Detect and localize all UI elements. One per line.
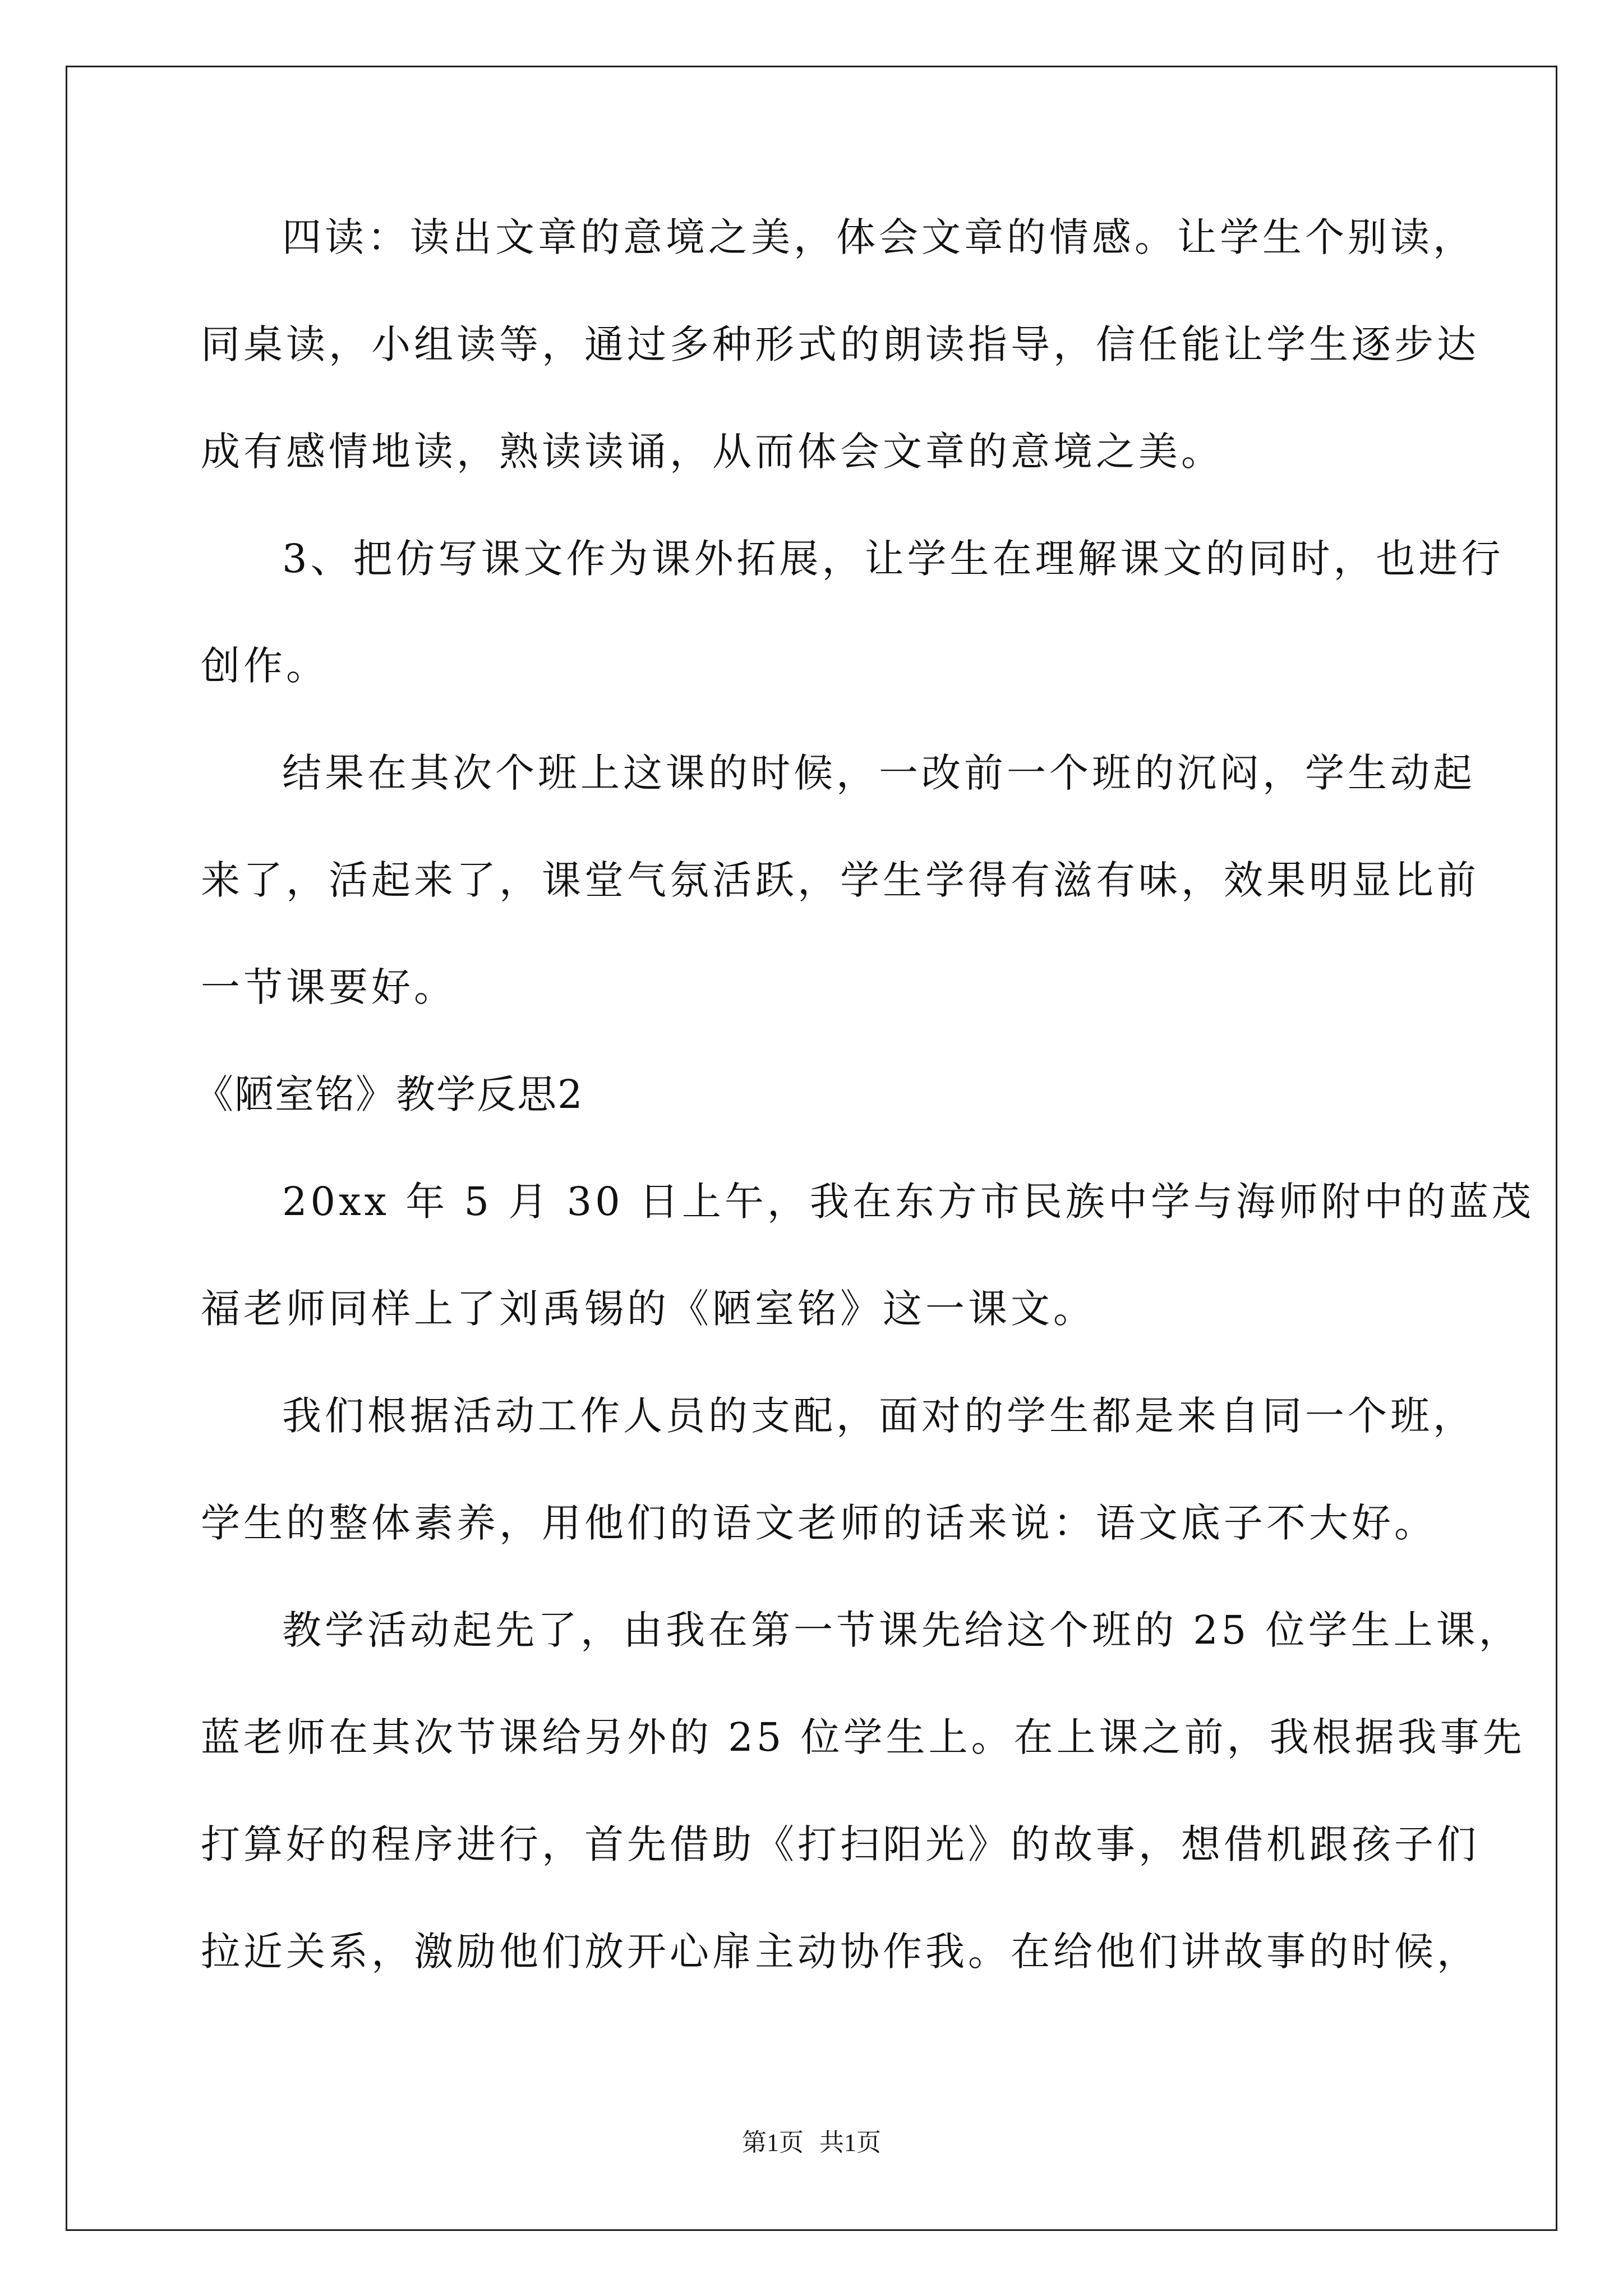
page-total: 共1页 bbox=[819, 2129, 881, 2156]
paragraph-line: 教学活动起先了，由我在第一节课先给这个班的 25 位学生上课， bbox=[282, 1607, 1521, 1653]
paragraph-line: 福老师同样上了刘禹锡的《陋室铭》这一课文。 bbox=[201, 1286, 1096, 1332]
paragraph-line: 学生的整体素养，用他们的语文老师的话来说：语文底子不大好。 bbox=[201, 1500, 1437, 1546]
page-footer bbox=[0, 2129, 1623, 2157]
paragraph-line: 打算好的程序进行，首先借助《打扫阳光》的故事，想借机跟孩子们 bbox=[201, 1821, 1479, 1867]
page-number: 第1页 bbox=[742, 2129, 804, 2156]
section-heading: 《陋室铭》教学反思2 bbox=[194, 1071, 584, 1117]
paragraph-line: 同桌读，小组读等，通过多种形式的朗读指导，信任能让学生逐步达 bbox=[201, 321, 1479, 367]
paragraph-line: 来了，活起来了，课堂气氛活跃，学生学得有滋有味，效果明显比前 bbox=[201, 857, 1479, 903]
document-body bbox=[194, 214, 1534, 2039]
paragraph-line: 蓝老师在其次节课给另外的 25 位学生上。在上课之前，我根据我事先 bbox=[201, 1714, 1525, 1760]
paragraph-line: 一节课要好。 bbox=[201, 964, 457, 1010]
paragraph-line: 创作。 bbox=[201, 643, 329, 689]
paragraph-line: 20xx 年 5 月 30 日上午，我在东方市民族中学与海师附中的蓝茂 bbox=[282, 1179, 1534, 1225]
paragraph-line: 3、把仿写课文作为课外拓展，让学生在理解课文的同时，也进行 bbox=[282, 536, 1504, 582]
paragraph-line: 拉近关系，激励他们放开心扉主动协作我。在给他们讲故事的时候， bbox=[201, 1929, 1479, 1975]
paragraph-line: 成有感情地读，熟读读诵，从而体会文章的意境之美。 bbox=[201, 429, 1224, 475]
paragraph-line: 四读：读出文章的意境之美，体会文章的情感。让学生个别读， bbox=[282, 214, 1476, 260]
paragraph-line: 我们根据活动工作人员的支配，面对的学生都是来自同一个班， bbox=[282, 1393, 1476, 1439]
paragraph-line: 结果在其次个班上这课的时候，一改前一个班的沉闷，学生动起 bbox=[282, 750, 1476, 796]
